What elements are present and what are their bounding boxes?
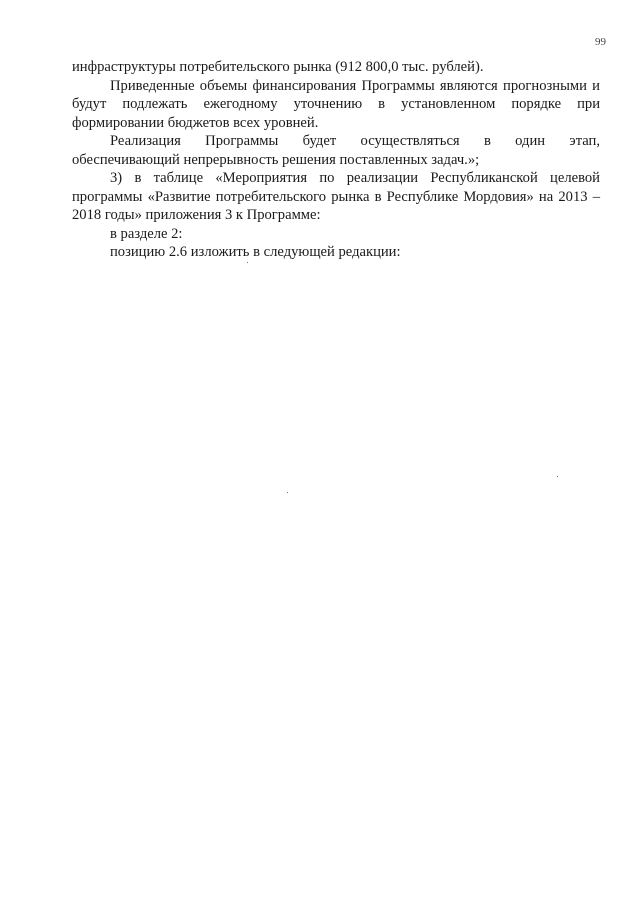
paragraph-implementation: Реализация Программы будет осуществляться в один этап, [110, 133, 600, 149]
paragraph-implementation-end: обеспечивающий непрерывность решения поставленных задач.»; [72, 151, 480, 168]
scan-speck [247, 262, 248, 263]
scan-speck [557, 476, 558, 477]
page-number: 99 [595, 36, 606, 48]
scan-speck [287, 492, 288, 493]
paragraph-table-amendment: 3) в таблице «Мероприятия по реализации Республиканской целевой программы «Развитие потребительского рынка в Республике Мордовия» на 2013 – 2018 годы» приложения 3 к Программе: [72, 170, 600, 223]
paragraph-financing-forecast: Приведенные объемы финансирования Программы являются прогнозными и будут подлежать ежегодному уточнению в установленном порядке при формировании бюджетов всех уровней. [72, 77, 600, 131]
paragraph-position-reference: позицию 2.6 изложить в следующей редакции: [110, 244, 401, 260]
document-body [72, 58, 600, 262]
paragraph-section-reference: в разделе 2: [110, 225, 183, 242]
paragraph-continuation: инфраструктуры потребительского рынка (912 800,0 тыс. рублей). [72, 59, 484, 75]
